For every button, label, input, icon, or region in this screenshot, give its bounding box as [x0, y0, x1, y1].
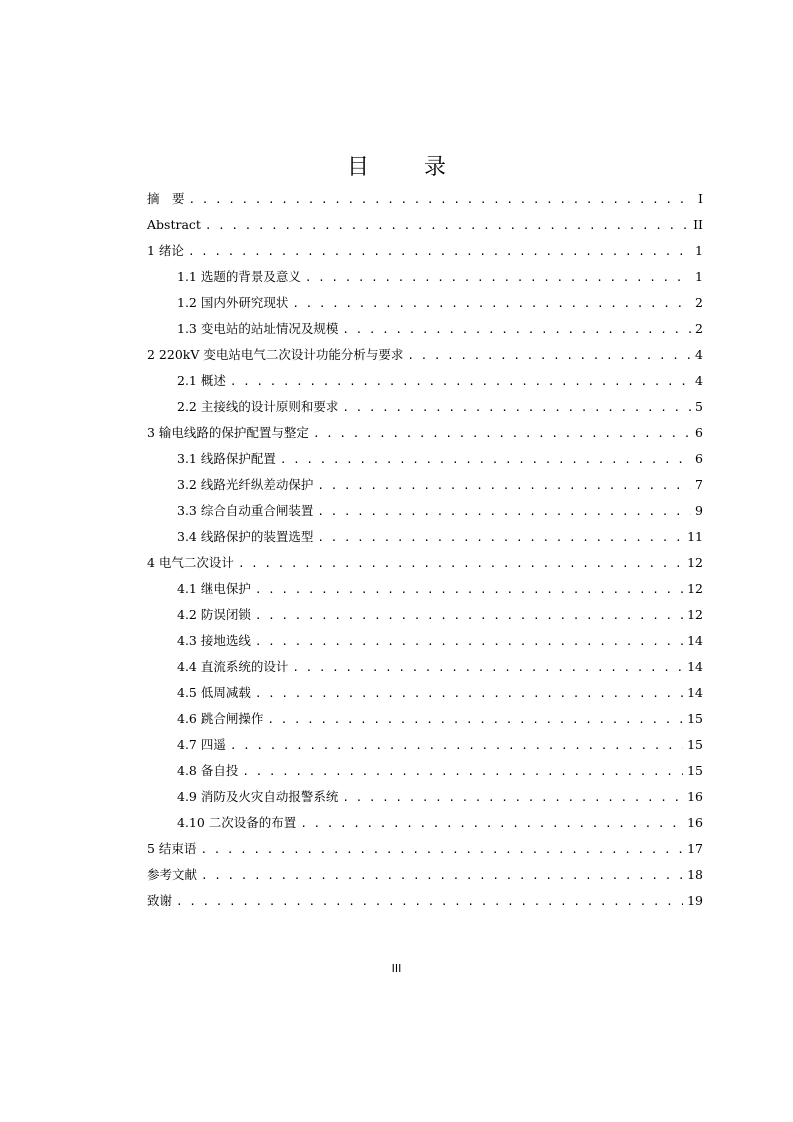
- toc-entry-label: 4 电气二次设计: [147, 555, 234, 570]
- toc-entry[interactable]: [147, 706, 703, 732]
- toc-entry-page: 14: [687, 633, 703, 648]
- toc-entry[interactable]: [147, 602, 703, 628]
- toc-entry[interactable]: [147, 784, 703, 810]
- toc-entry[interactable]: [147, 394, 703, 420]
- toc-entry[interactable]: [147, 342, 703, 368]
- toc-entry[interactable]: [147, 576, 703, 602]
- toc-entry-page: 9: [695, 503, 703, 518]
- toc-entry-label: 2 220kV 变电站电气二次设计功能分析与要求: [147, 347, 404, 362]
- toc-leader: [255, 629, 683, 655]
- toc-entry[interactable]: [147, 628, 703, 654]
- toc-leader: [238, 551, 683, 577]
- toc-entry-label: 4.3 接地选线: [177, 633, 251, 648]
- toc-entry[interactable]: [147, 888, 703, 914]
- toc-leader: [342, 785, 683, 811]
- toc-leader: [292, 655, 683, 681]
- toc-entry-label: 1.1 选题的背景及意义: [177, 269, 301, 284]
- toc-entry-label: 4.9 消防及火灾自动报警系统: [177, 789, 339, 804]
- toc-leader: [317, 499, 691, 525]
- toc-entry[interactable]: [147, 290, 703, 316]
- toc-entry-page: 1: [695, 243, 703, 258]
- toc-entry[interactable]: [147, 446, 703, 472]
- toc-leader: [342, 395, 691, 421]
- toc-entry[interactable]: [147, 212, 703, 238]
- toc-entry-page: 14: [687, 685, 703, 700]
- toc-entry-page: 6: [695, 451, 703, 466]
- toc-entry[interactable]: [147, 654, 703, 680]
- toc-entry-page: 4: [695, 373, 703, 388]
- toc-entry[interactable]: [147, 472, 703, 498]
- toc-entry[interactable]: [147, 758, 703, 784]
- toc-entry-label: 2.1 概述: [177, 373, 226, 388]
- toc-entry-page: II: [693, 217, 703, 232]
- toc-leader: [189, 187, 695, 213]
- toc-entry-page: 15: [687, 711, 703, 726]
- toc-entry-label: 1.3 变电站的站址情况及规模: [177, 321, 339, 336]
- toc-leader: [342, 317, 691, 343]
- toc-entry[interactable]: [147, 836, 703, 862]
- toc-entry[interactable]: [147, 498, 703, 524]
- toc-entry-label: 致谢: [147, 893, 173, 908]
- toc-entry-page: 16: [687, 789, 703, 804]
- toc-entry-label: 4.4 直流系统的设计: [177, 659, 289, 674]
- toc-entry-page: 15: [687, 763, 703, 778]
- toc-entry[interactable]: [147, 420, 703, 446]
- toc-entry-label: 3.2 线路光纤纵差动保护: [177, 477, 314, 492]
- toc-entry-page: 18: [687, 867, 703, 882]
- toc-leader: [255, 577, 683, 603]
- toc-leader: [317, 525, 683, 551]
- toc-leader: [205, 213, 689, 239]
- toc-leader: [201, 863, 683, 889]
- table-of-contents: [147, 186, 703, 914]
- toc-entry[interactable]: [147, 732, 703, 758]
- toc-entry-page: 19: [687, 893, 703, 908]
- toc-entry-page: 16: [687, 815, 703, 830]
- toc-entry-label: 4.7 四遥: [177, 737, 226, 752]
- toc-entry-label: 1 绪论: [147, 243, 184, 258]
- toc-leader: [267, 707, 683, 733]
- toc-entry-label: 5 结束语: [147, 841, 197, 856]
- toc-entry-page: 2: [695, 295, 703, 310]
- toc-leader: [230, 733, 683, 759]
- toc-entry-page: 4: [695, 347, 703, 362]
- toc-entry-label: 3.1 线路保护配置: [177, 451, 276, 466]
- toc-leader: [255, 681, 683, 707]
- toc-entry-page: 6: [695, 425, 703, 440]
- toc-entry-label: 4.6 跳合闸操作: [177, 711, 264, 726]
- page-number: III: [391, 962, 402, 975]
- toc-leader: [305, 265, 691, 291]
- toc-entry-page: 14: [687, 659, 703, 674]
- toc-entry[interactable]: [147, 238, 703, 264]
- toc-leader: [280, 447, 691, 473]
- toc-entry-page: 5: [695, 399, 703, 414]
- toc-leader: [407, 343, 691, 369]
- toc-leader: [230, 369, 691, 395]
- toc-entry-page: 12: [687, 581, 703, 596]
- toc-entry-page: 11: [687, 529, 703, 544]
- toc-entry-label: Abstract: [147, 217, 201, 232]
- toc-entry[interactable]: [147, 550, 703, 576]
- toc-entry-label: 4.2 防误闭锁: [177, 607, 251, 622]
- toc-entry-label: 4.1 继电保护: [177, 581, 251, 596]
- toc-entry[interactable]: [147, 316, 703, 342]
- page-title: 目 录: [347, 155, 470, 180]
- toc-entry-label: 2.2 主接线的设计原则和要求: [177, 399, 339, 414]
- toc-entry-page: 2: [695, 321, 703, 336]
- toc-entry-label: 3.4 线路保护的装置选型: [177, 529, 314, 544]
- toc-entry-page: I: [698, 191, 703, 206]
- toc-entry[interactable]: [147, 186, 703, 212]
- toc-entry-page: 15: [687, 737, 703, 752]
- toc-entry-label: 参考文献: [147, 867, 198, 882]
- toc-leader: [188, 239, 691, 265]
- toc-leader: [317, 473, 691, 499]
- toc-entry-label: 4.10 二次设备的布置: [177, 815, 297, 830]
- toc-entry[interactable]: [147, 264, 703, 290]
- toc-entry[interactable]: [147, 524, 703, 550]
- toc-entry-label: 4.5 低周减载: [177, 685, 251, 700]
- toc-leader: [292, 291, 691, 317]
- toc-entry-label: 1.2 国内外研究现状: [177, 295, 289, 310]
- toc-entry-page: 12: [687, 555, 703, 570]
- toc-leader: [300, 811, 683, 837]
- toc-entry-label: 3 输电线路的保护配置与整定: [147, 425, 309, 440]
- toc-leader: [176, 889, 683, 915]
- toc-leader: [255, 603, 683, 629]
- toc-leader: [242, 759, 683, 785]
- toc-entry-label: 摘 要: [147, 191, 185, 206]
- toc-entry-label: 4.8 备自投: [177, 763, 239, 778]
- toc-leader: [200, 837, 683, 863]
- toc-entry[interactable]: [147, 810, 703, 836]
- toc-entry-page: 7: [695, 477, 703, 492]
- toc-entry-label: 3.3 综合自动重合闸装置: [177, 503, 314, 518]
- toc-entry[interactable]: [147, 368, 703, 394]
- toc-leader: [313, 421, 691, 447]
- toc-entry[interactable]: [147, 680, 703, 706]
- toc-entry-page: 1: [695, 269, 703, 284]
- toc-entry[interactable]: [147, 862, 703, 888]
- toc-entry-page: 12: [687, 607, 703, 622]
- toc-entry-page: 17: [687, 841, 703, 856]
